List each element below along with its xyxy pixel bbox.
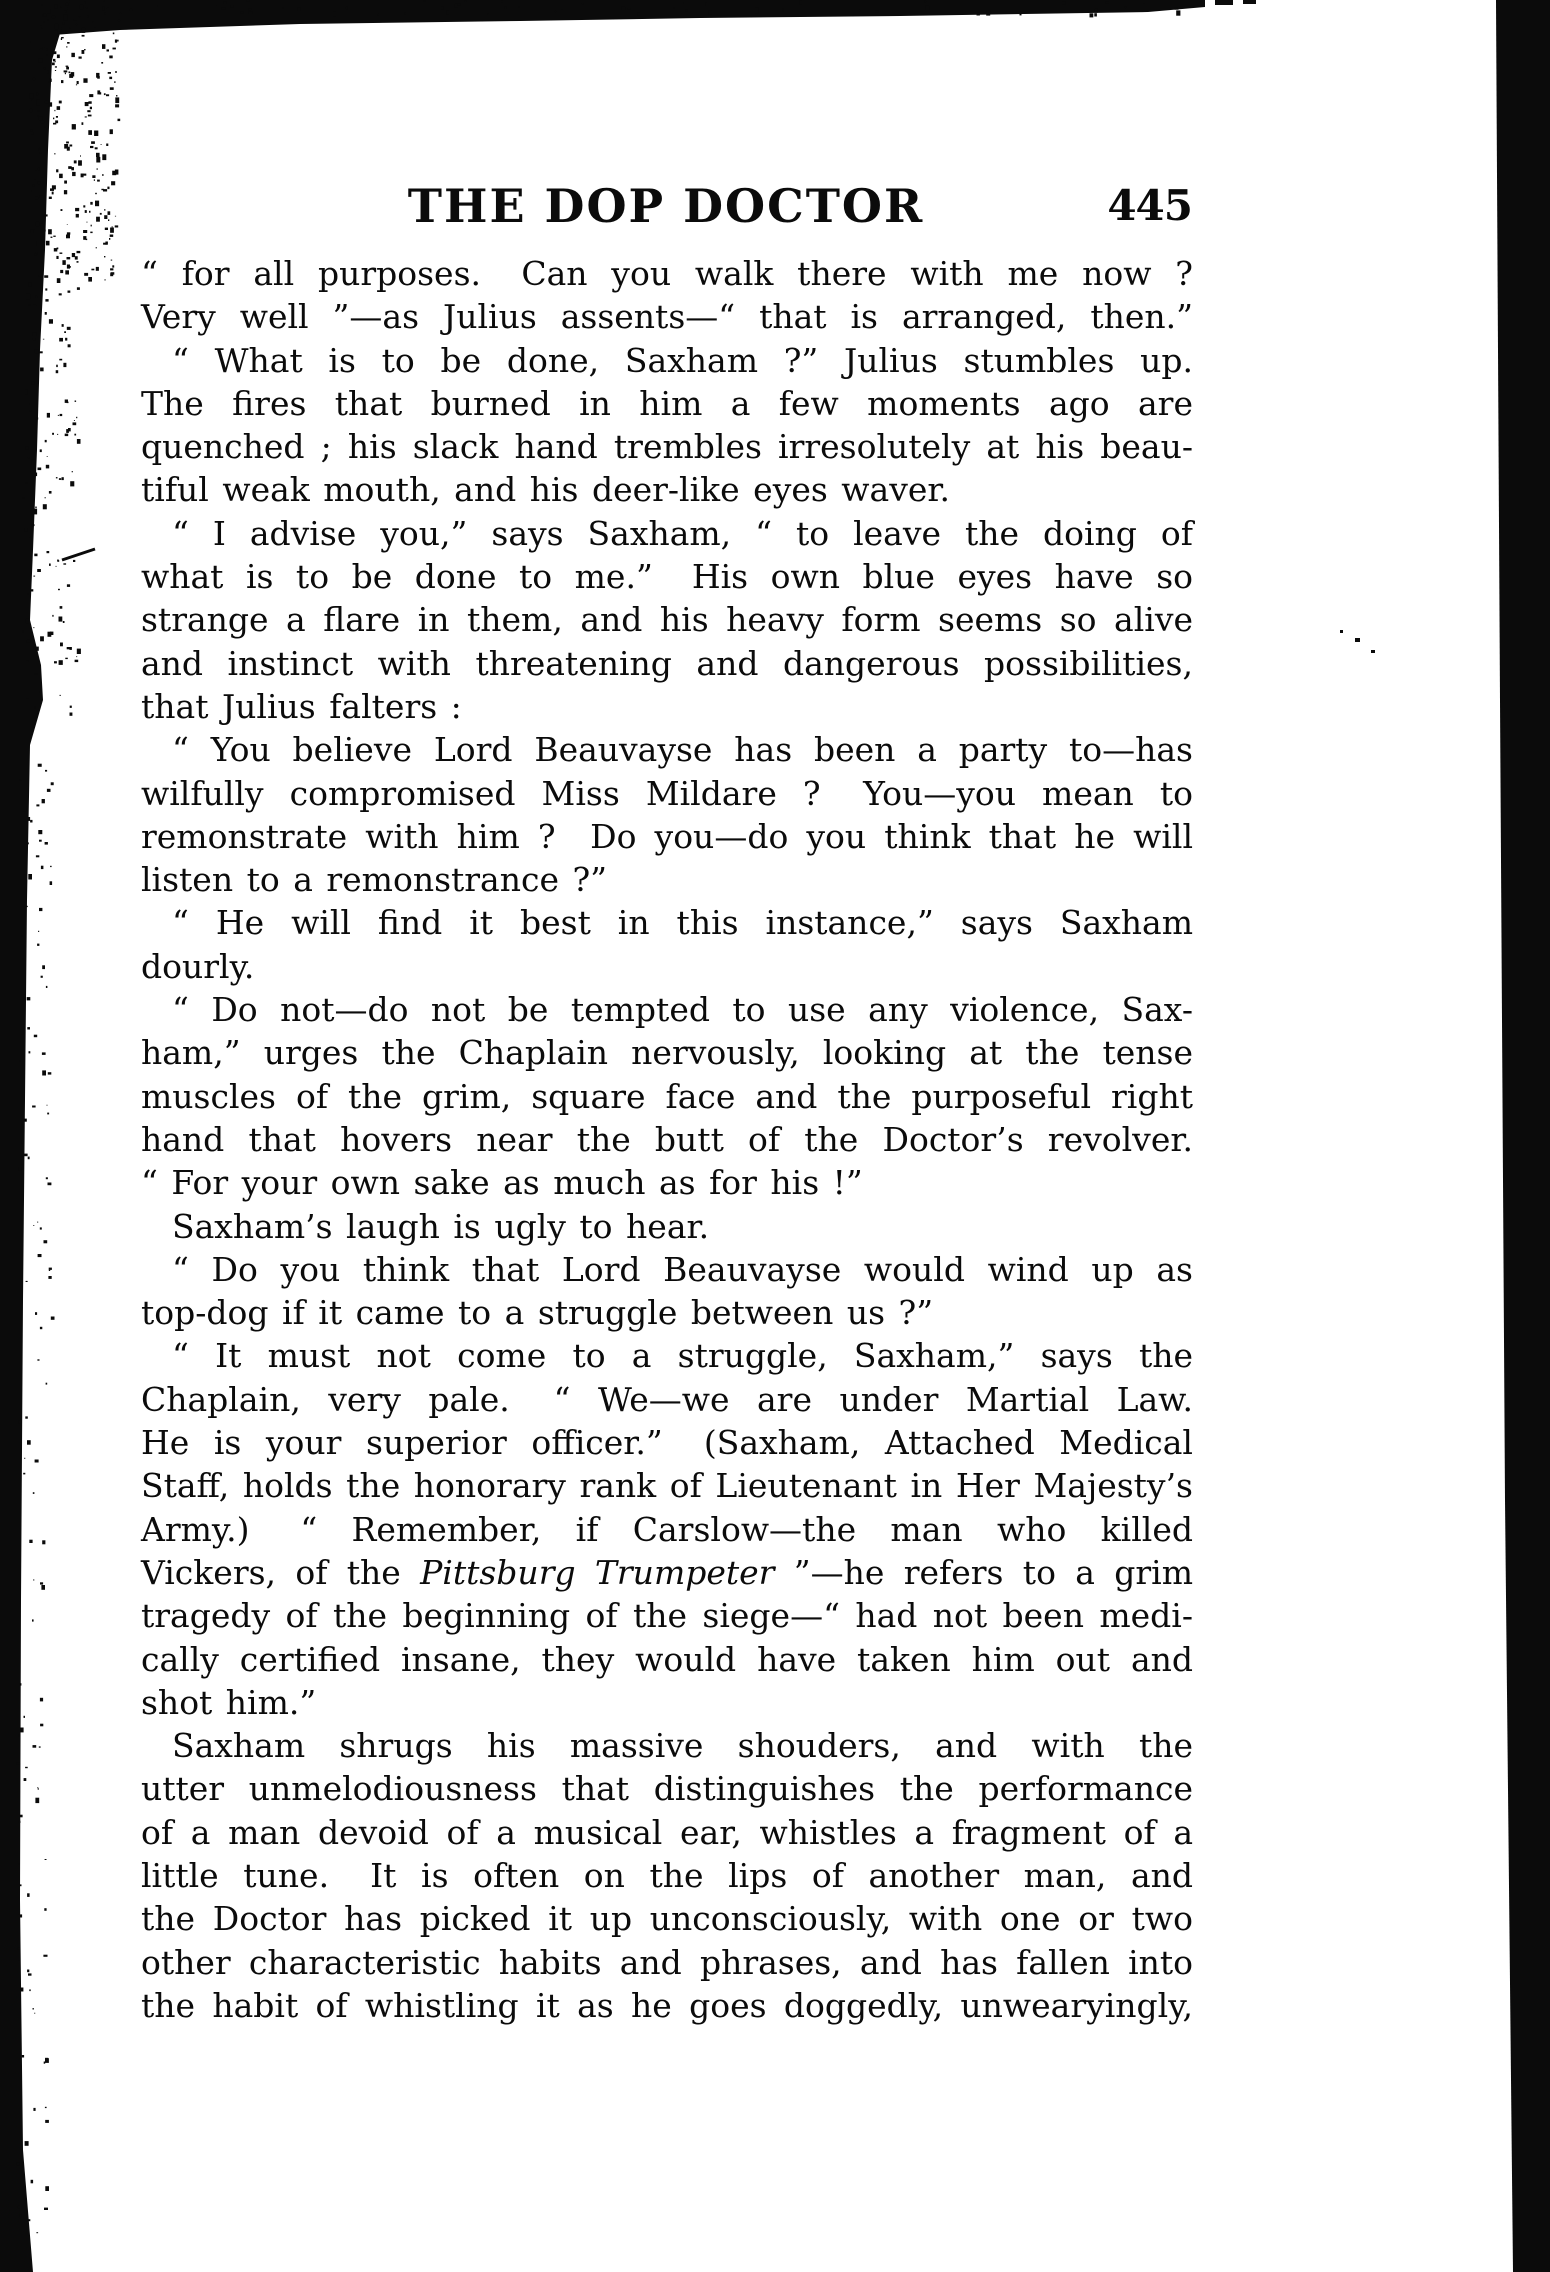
text-line: quenched ; his slack hand trembles irresolutely at his beau- — [141, 427, 1193, 467]
text-line: Saxham shrugs his massive shouders, and with the — [172, 1726, 1193, 1766]
text-line: “ Do you think that Lord Beauvayse would wind up as — [172, 1249, 1193, 1289]
text-line: “ It must not come to a struggle, Saxham,” says the — [172, 1336, 1193, 1376]
scan-edge-right — [1496, 0, 1550, 2272]
text-line: “ You believe Lord Beauvayse has been a party to—has — [172, 730, 1193, 770]
text-line: ham,” urges the Chaplain nervously, looking at the tense — [141, 1033, 1193, 1073]
text-line: listen to a remonstrance ?” — [141, 860, 608, 900]
text-line: other characteristic habits and phrases, and has fallen into — [141, 1942, 1193, 1982]
text-line: “ for all purposes. Can you walk there with me now ? — [141, 254, 1193, 293]
text-line: Chaplain, very pale. “ We—we are under Martial Law. — [141, 1379, 1193, 1419]
text-line: that Julius falters : — [141, 686, 462, 726]
text-line: tragedy of the beginning of the siege—“ had not been medi- — [141, 1596, 1193, 1636]
running-title: THE DOP DOCTOR — [407, 179, 925, 233]
text-line: The fires that burned in him a few moments ago are — [141, 383, 1193, 423]
text-line: remonstrate with him ? Do you—do you think that he will — [141, 816, 1193, 856]
text-line: the Doctor has picked it up unconsciously, with one or two — [141, 1899, 1193, 1939]
text-line: Very well ”—as Julius assents—“ that is arranged, then.” — [141, 297, 1193, 337]
text-line: Saxham’s laugh is ugly to hear. — [172, 1206, 710, 1246]
text-line: cally certified insane, they would have taken him out and — [141, 1639, 1193, 1679]
text-line: hand that hovers near the butt of the Doctor’s revolver. — [141, 1119, 1193, 1159]
text-line: strange a flare in them, and his heavy form seems so alive — [141, 600, 1193, 640]
text-line: little tune. It is often on the lips of another man, and — [141, 1855, 1193, 1895]
text-line: “ He will find it best in this instance,” says Saxham — [172, 903, 1193, 943]
text-line: tiful weak mouth, and his deer-like eyes waver. — [141, 470, 951, 510]
text-line: wilfully compromised Miss Mildare ? You—you mean to — [141, 773, 1193, 813]
text-line: muscles of the grim, square face and the purposeful right — [141, 1076, 1193, 1116]
text-line: what is to be done to me.” His own blue eyes have so — [141, 557, 1193, 597]
text-line: of a man devoid of a musical ear, whistles a fragment of a — [141, 1812, 1193, 1852]
text-line: Vickers, of the Pittsburg Trumpeter ”—he refers to a grim — [141, 1552, 1193, 1592]
text-block — [141, 252, 1193, 2027]
text-line: “ Do not—do not be tempted to use any violence, Sax- — [172, 990, 1193, 1030]
text-line: dourly. — [141, 946, 255, 986]
text-line: shot him.” — [141, 1682, 317, 1722]
text-line: “ What is to be done, Saxham ?” Julius stumbles up. — [172, 340, 1193, 380]
page-number: 445 — [1107, 181, 1192, 230]
text-line: “ I advise you,” says Saxham, “ to leave the doing of — [172, 513, 1193, 553]
text-line: utter unmelodiousness that distinguishes the performance — [141, 1769, 1193, 1809]
text-line: Army.) “ Remember, if Carslow—the man who killed — [141, 1509, 1193, 1549]
scan-edge-top — [15, 0, 1205, 42]
text-line: the habit of whistling it as he goes doggedly, unwearyingly, — [141, 1985, 1193, 2025]
text-line: Staff, holds the honorary rank of Lieutenant in Her Majesty’s — [141, 1466, 1193, 1506]
text-line: He is your superior officer.” (Saxham, Attached Medical — [141, 1423, 1193, 1463]
scan-edge-left — [0, 0, 70, 2272]
page-header — [140, 180, 1192, 240]
text-line: “ For your own sake as much as for his !” — [141, 1163, 863, 1203]
text-line: and instinct with threatening and dangerous possibilities, — [141, 643, 1193, 683]
text-line: top-dog if it came to a struggle between us ?” — [141, 1293, 934, 1333]
